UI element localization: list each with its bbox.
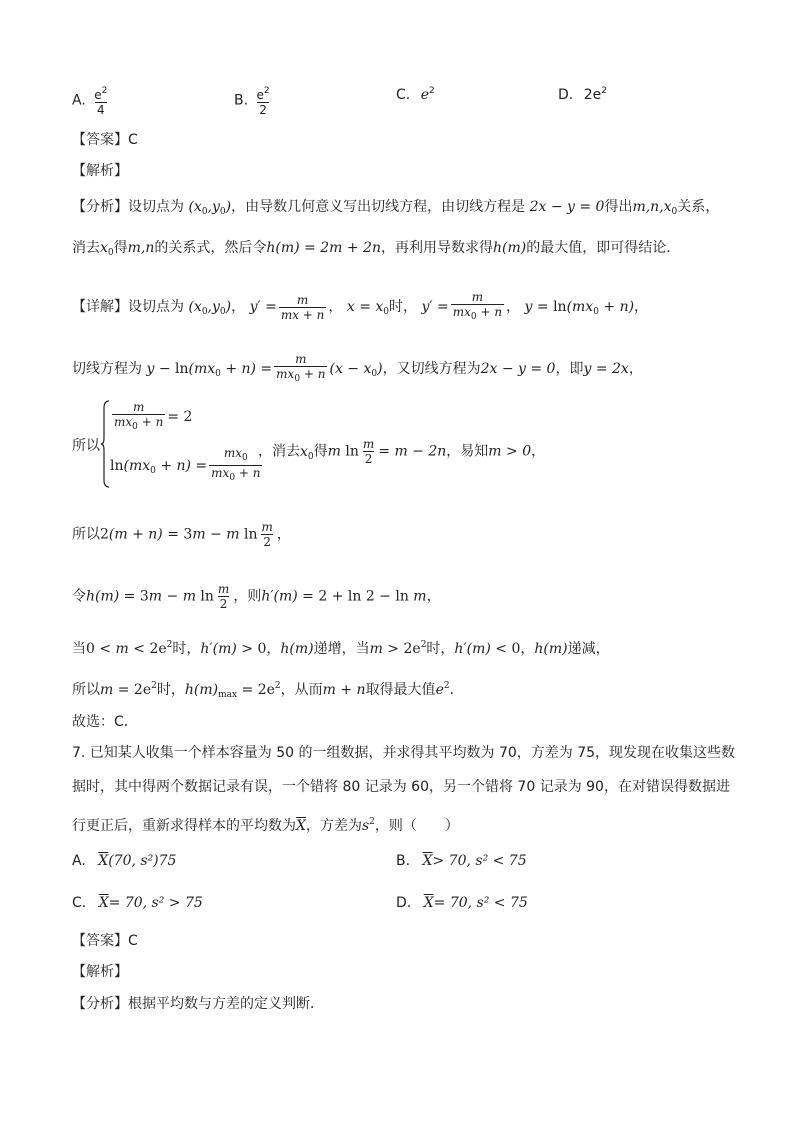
analysis-heading-2: 【解析】 — [72, 964, 128, 980]
text: 得 — [113, 240, 128, 256]
option-c-value: e — [420, 87, 429, 103]
frac-num: e — [256, 88, 264, 102]
text: 取得最大值 — [365, 682, 436, 698]
text: 的关系式，然后令 — [154, 240, 267, 256]
q7-option-b — [396, 853, 527, 869]
text: 切线方程为 — [72, 361, 142, 377]
option-label: C. — [72, 895, 87, 911]
text: 当 — [72, 641, 86, 657]
detail-line-2: 切线方程为 $y - \ln(mx_0 + n)$ = $\frac{m}{mx_0 + n}$ $(x - x_0)$，又切线方程为2x − y = 0，即y = 2x， — [72, 352, 643, 384]
system-conclusion: ，消去$x_0$得m ln $\frac{m}{2}$ = m − 2n，易知m > 0， — [258, 437, 546, 466]
frac-num: e — [94, 88, 102, 102]
option-d — [558, 86, 607, 103]
analysis-heading-1: 【解析】 — [72, 163, 128, 179]
choose-line-1: 故选：C． — [72, 714, 138, 730]
q7-line-3: 行更正后，重新求得样本的平均数为$\overline{X}$，方差为$s^2$，则（ ） — [72, 817, 459, 834]
text: 的最大值，即可得结论． — [526, 240, 681, 256]
left-brace-icon — [100, 400, 110, 488]
answer-line-1: 【答案】C — [72, 132, 138, 148]
x-bar: $\overline{X}$ — [296, 818, 306, 834]
text: 所以 — [72, 526, 100, 543]
option-a — [72, 84, 111, 117]
option-d-label: D. — [558, 87, 574, 103]
text: 设切点为 — [128, 199, 184, 215]
exp: 2 — [101, 86, 108, 96]
text: ，则（ ） — [374, 818, 459, 834]
text: ，则 — [233, 588, 262, 605]
text: 得 — [313, 443, 328, 460]
fenxi-tag: 【分析】 — [72, 199, 128, 215]
text: ，再利用导数求得 — [380, 240, 493, 256]
fenxi-line-q7: 【分析】根据平均数与方差的定义判断． — [72, 996, 324, 1012]
text: ，方差为 — [305, 818, 362, 834]
frac-den: 4 — [96, 103, 105, 117]
detail-line-5: 令h(m) = 3m − m ln $\frac{m}{2}$ ，则h′(m) = 2 + ln 2 − ln m， — [72, 582, 441, 611]
detail-line-4: 所以2(m + n) = 3m − m ln $\frac{m}{2}$ ， — [72, 520, 291, 549]
detail-tag: 【详解】 — [72, 299, 128, 315]
text: 行更正后，重新求得样本的平均数为 — [72, 818, 296, 834]
text: ，又切线方程为 — [382, 361, 481, 377]
option-c-label: C. — [396, 87, 411, 103]
system-eq-2: $\ln(mx_0 + n)$ = $\frac{mx_0}{mx_0 + n}$ — [110, 446, 261, 483]
text: 递减， — [567, 641, 610, 657]
option-label: B. — [396, 853, 411, 869]
system-eq-1: $\frac{m}{mx_0 + n}$ = 2 — [114, 400, 193, 432]
option-b-label: B. — [234, 92, 249, 109]
detail-line-6: 当$0 < m < 2e^2$时，h′(m) > 0，h(m)递增，当$m > 2e^2$时，h′(m) < 0，h(m)递减， — [72, 640, 610, 657]
text: 时， — [389, 299, 418, 315]
text: 时， — [172, 641, 201, 657]
option-text: = 70, s² < 75 — [433, 895, 528, 911]
system-label: 所以 — [72, 438, 100, 454]
option-c — [396, 86, 435, 103]
text: 令 — [72, 588, 86, 605]
fraction-e2-over-2 — [255, 84, 272, 117]
text: ，消去 — [258, 443, 300, 460]
q7-option-a — [72, 853, 176, 869]
detail-line-1: 【详解】设切点为 $(x_0,y_0)$， y′ = $\frac{m}{mx + n}$ ， $x = x_0$时， y′ = $\frac{m}{mx_0 + n}$ ， $y = \ln(mx_0 + n)$， — [72, 290, 649, 322]
text: 所以 — [72, 682, 100, 698]
text: 时， — [426, 641, 455, 657]
x-bar: $\overline{X}$ — [98, 895, 109, 911]
text: ，易知 — [446, 443, 489, 460]
fenxi-line-1: 【分析】设切点为 $(x_0,y_0)$，由导数几何意义写出切线方程，由切线方程是 2x − y = 0得出$m,n,x_0$关系， — [72, 199, 720, 217]
option-a-label: A. — [72, 92, 86, 109]
detail-line-7: 所以$m = 2e^2$时，$h(m)_{max} = 2e^2$，从而m + n取得最大值$e^2$． — [72, 681, 464, 700]
fraction-e2-over-4 — [92, 84, 109, 117]
exp: 2 — [601, 86, 607, 96]
q7-option-d — [396, 895, 528, 911]
option-text: > 70, s² < 75 — [432, 853, 527, 869]
option-text: = 70, s² > 75 — [108, 895, 203, 911]
text: 关系， — [677, 199, 720, 215]
text: ． — [449, 682, 464, 698]
q7-line-1: 7. 已知某人收集一个样本容量为 50 的一组数据，并求得其平均数为 70，方差为 75，现发现在收集这些数 — [72, 745, 736, 761]
option-d-value: 2e — [583, 87, 602, 103]
text: ，从而 — [280, 682, 323, 698]
exp: 2 — [263, 86, 270, 96]
x-bar: $\overline{X}$ — [423, 895, 434, 911]
x-bar: $\overline{X}$ — [422, 853, 433, 869]
option-label: A. — [72, 853, 86, 869]
option-b — [234, 84, 274, 117]
q7-option-c — [72, 895, 203, 911]
option-text: (70, s²)75 — [108, 853, 177, 869]
exp: 2 — [428, 86, 435, 96]
text: ，由导数几何意义写出切线方程，由切线方程是 — [231, 199, 526, 215]
text: 设切点为 — [128, 299, 184, 315]
text: 得出 — [604, 199, 633, 215]
text: 时， — [156, 682, 185, 698]
text: ，即 — [555, 361, 584, 377]
answer-line-2: 【答案】C — [72, 933, 138, 949]
text: 消去 — [72, 240, 100, 256]
fenxi-line-2: 消去$x_0$得m,n的关系式，然后令h(m) = 2m + 2n，再利用导数求得h(m)的最大值，即可得结论． — [72, 240, 681, 258]
x-bar: $\overline{X}$ — [98, 853, 109, 869]
q7-line-2: 据时，其中得两个数据记录有误，一个错将 80 记录为 60，另一个错将 70 记录为 90，在对错误得数据进 — [72, 779, 730, 795]
subscript-max: max — [218, 690, 238, 700]
frac-den: 2 — [259, 103, 267, 117]
option-label: D. — [396, 895, 412, 911]
text: 递增，当 — [313, 641, 370, 657]
